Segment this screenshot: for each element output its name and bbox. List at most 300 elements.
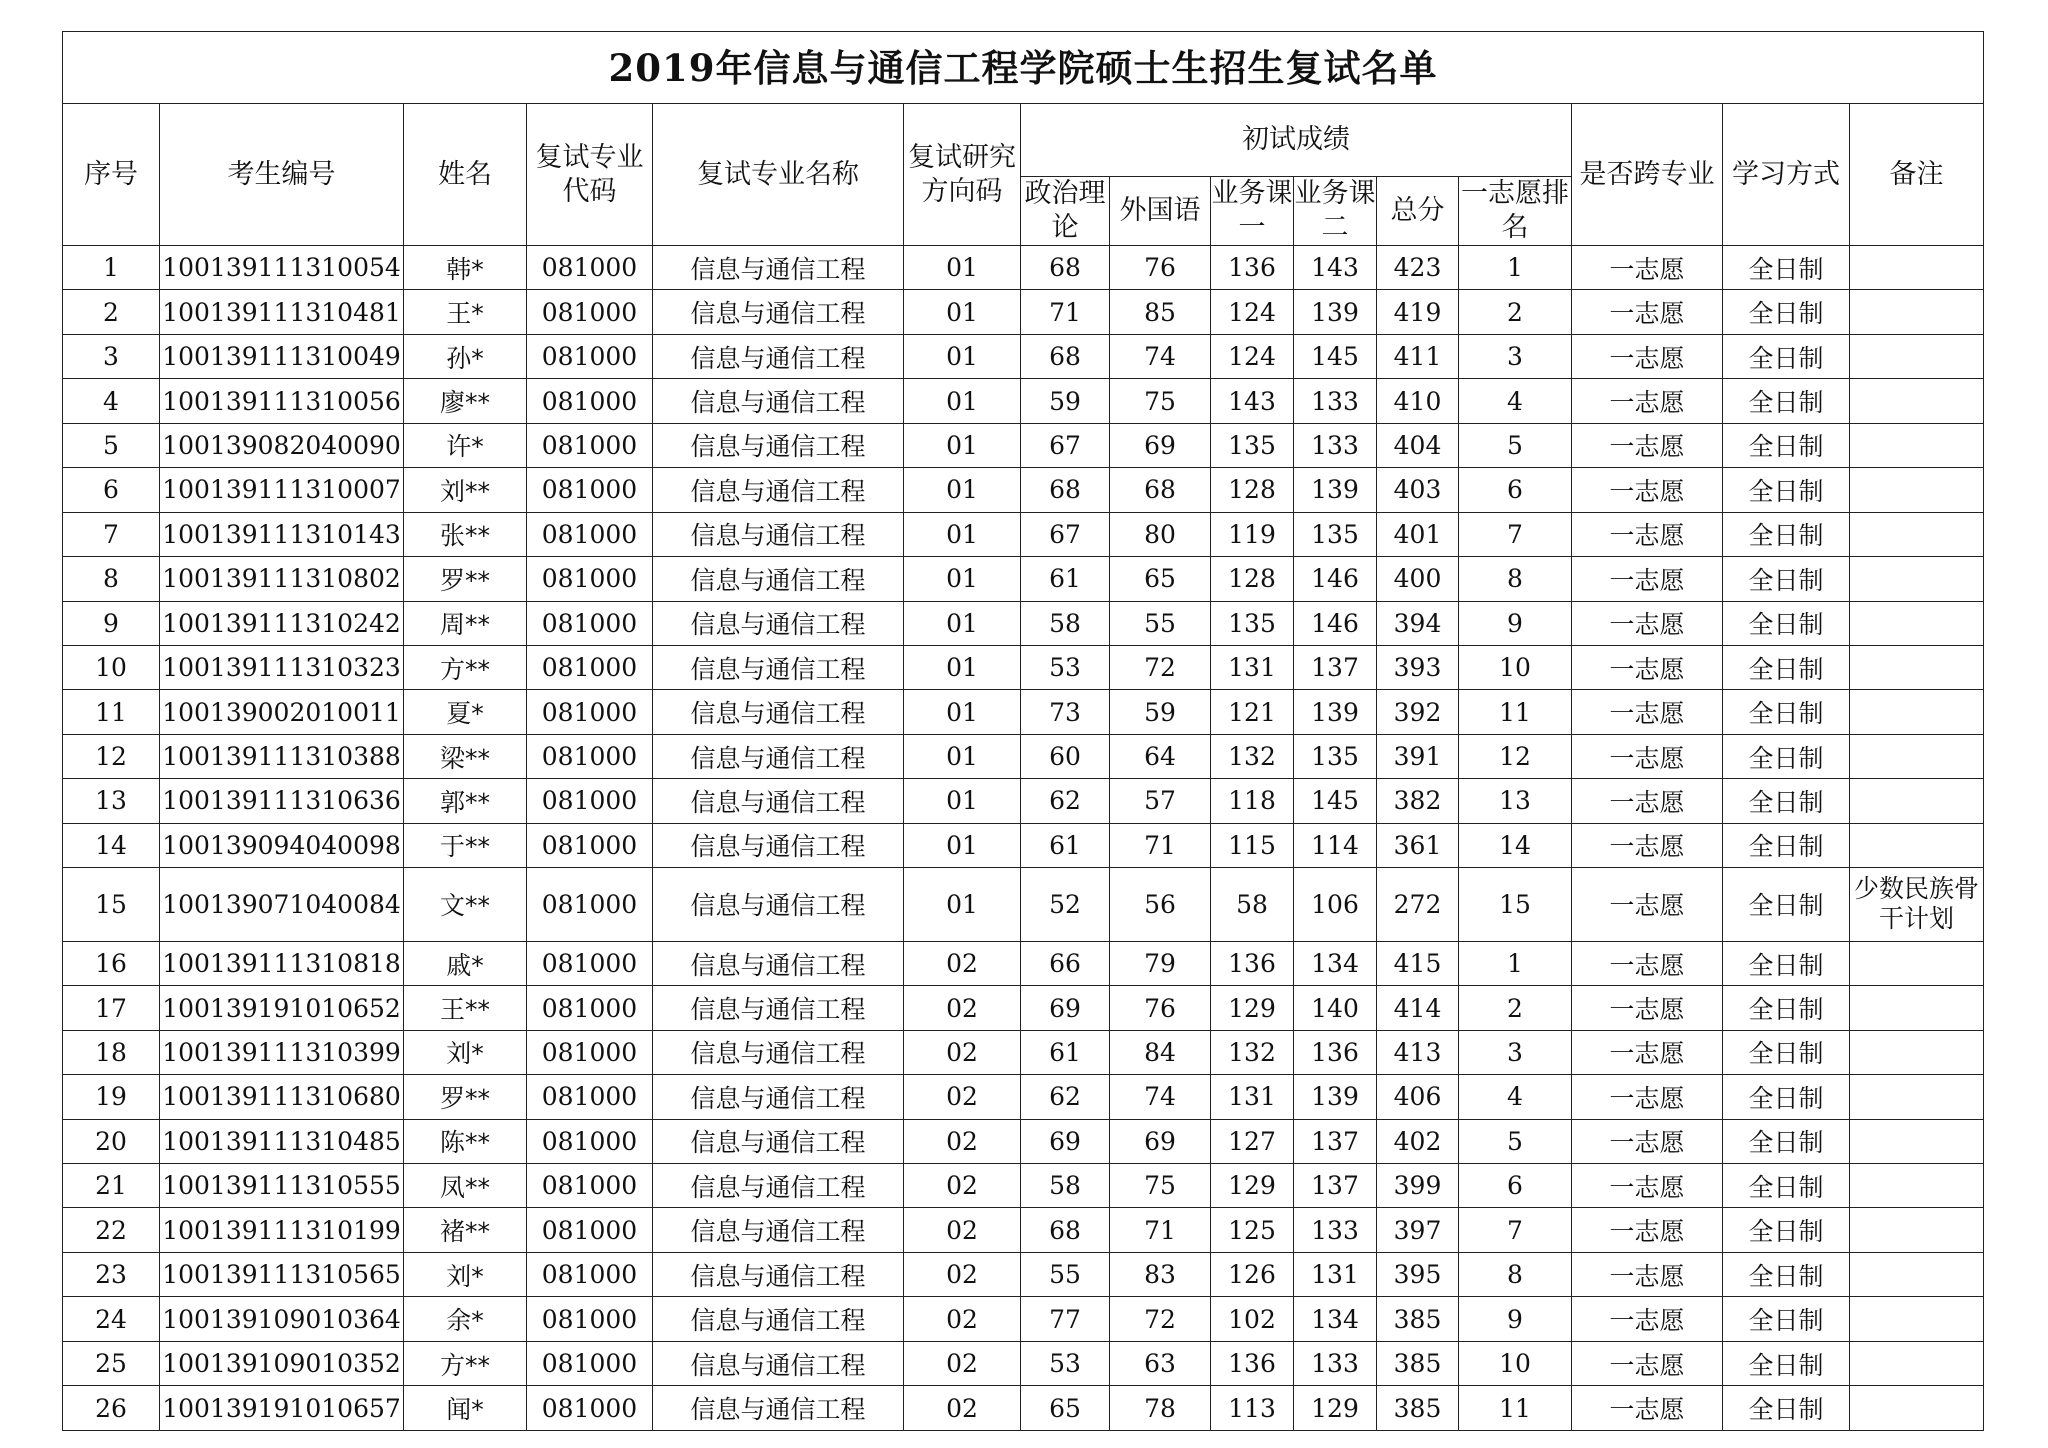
cell-direction-code: 01 xyxy=(904,334,1021,378)
cell-politics: 68 xyxy=(1021,246,1110,290)
cell-name: 刘* xyxy=(404,1252,527,1296)
cell-politics: 71 xyxy=(1021,290,1110,334)
header-subject2: 业务课二 xyxy=(1294,177,1377,246)
cell-remark xyxy=(1850,779,1984,823)
cell-direction-code: 01 xyxy=(904,468,1021,512)
header-seq: 序号 xyxy=(63,104,160,246)
cell-direction-code: 01 xyxy=(904,601,1021,645)
cell-exam-no: 100139111310818 xyxy=(160,941,404,985)
table-row xyxy=(63,823,1984,867)
cell-cross: 一志愿 xyxy=(1572,246,1723,290)
cell-major-code: 081000 xyxy=(527,379,653,423)
cell-direction-code: 02 xyxy=(904,986,1021,1030)
table-row xyxy=(63,941,1984,985)
cell-name: 刘** xyxy=(404,468,527,512)
cell-major-name: 信息与通信工程 xyxy=(653,1164,904,1208)
cell-rank: 5 xyxy=(1459,423,1572,467)
cell-total: 393 xyxy=(1377,645,1459,689)
cell-name: 陈** xyxy=(404,1119,527,1163)
cell-exam-no: 100139111310481 xyxy=(160,290,404,334)
cell-subject2: 145 xyxy=(1294,779,1377,823)
header-study-mode: 学习方式 xyxy=(1723,104,1850,246)
cell-exam-no: 100139111310199 xyxy=(160,1208,404,1252)
table-row xyxy=(63,290,1984,334)
cell-major-code: 081000 xyxy=(527,986,653,1030)
cell-total: 394 xyxy=(1377,601,1459,645)
cell-remark: 少数民族骨干计划 xyxy=(1850,868,1984,942)
cell-cross: 一志愿 xyxy=(1572,1341,1723,1385)
cell-subject1: 118 xyxy=(1211,779,1294,823)
cell-subject2: 146 xyxy=(1294,601,1377,645)
cell-direction-code: 01 xyxy=(904,645,1021,689)
cell-cross: 一志愿 xyxy=(1572,423,1723,467)
table-row xyxy=(63,1208,1984,1252)
cell-exam-no: 100139111310007 xyxy=(160,468,404,512)
cell-cross: 一志愿 xyxy=(1572,1208,1723,1252)
cell-subject1: 131 xyxy=(1211,645,1294,689)
cell-study-mode: 全日制 xyxy=(1723,1075,1850,1119)
table-row xyxy=(63,1252,1984,1296)
cell-cross: 一志愿 xyxy=(1572,334,1723,378)
cell-study-mode: 全日制 xyxy=(1723,1164,1850,1208)
cell-politics: 52 xyxy=(1021,868,1110,942)
table-row xyxy=(63,379,1984,423)
cell-foreign-lang: 64 xyxy=(1110,734,1211,778)
cell-rank: 7 xyxy=(1459,1208,1572,1252)
cell-cross: 一志愿 xyxy=(1572,1386,1723,1431)
cell-rank: 8 xyxy=(1459,1252,1572,1296)
cell-seq: 13 xyxy=(63,779,160,823)
cell-foreign-lang: 83 xyxy=(1110,1252,1211,1296)
cell-study-mode: 全日制 xyxy=(1723,1119,1850,1163)
header-major-name: 复试专业名称 xyxy=(653,104,904,246)
cell-direction-code: 02 xyxy=(904,1208,1021,1252)
cell-direction-code: 02 xyxy=(904,1164,1021,1208)
cell-subject2: 139 xyxy=(1294,468,1377,512)
cell-subject2: 134 xyxy=(1294,1297,1377,1341)
cell-rank: 14 xyxy=(1459,823,1572,867)
cell-direction-code: 02 xyxy=(904,1030,1021,1074)
cell-foreign-lang: 85 xyxy=(1110,290,1211,334)
cell-cross: 一志愿 xyxy=(1572,1075,1723,1119)
table-row xyxy=(63,868,1984,942)
cell-exam-no: 100139111310680 xyxy=(160,1075,404,1119)
cell-subject1: 135 xyxy=(1211,601,1294,645)
cell-total: 413 xyxy=(1377,1030,1459,1074)
cell-study-mode: 全日制 xyxy=(1723,468,1850,512)
cell-subject1: 119 xyxy=(1211,512,1294,556)
cell-cross: 一志愿 xyxy=(1572,1252,1723,1296)
cell-study-mode: 全日制 xyxy=(1723,734,1850,778)
cell-major-name: 信息与通信工程 xyxy=(653,601,904,645)
cell-major-code: 081000 xyxy=(527,1119,653,1163)
cell-major-code: 081000 xyxy=(527,645,653,689)
cell-exam-no: 100139191010657 xyxy=(160,1386,404,1431)
cell-exam-no: 100139111310565 xyxy=(160,1252,404,1296)
cell-name: 夏* xyxy=(404,690,527,734)
cell-study-mode: 全日制 xyxy=(1723,512,1850,556)
cell-name: 褚** xyxy=(404,1208,527,1252)
cell-total: 385 xyxy=(1377,1386,1459,1431)
cell-study-mode: 全日制 xyxy=(1723,1030,1850,1074)
cell-rank: 15 xyxy=(1459,868,1572,942)
cell-rank: 1 xyxy=(1459,246,1572,290)
cell-exam-no: 100139111310485 xyxy=(160,1119,404,1163)
cell-major-name: 信息与通信工程 xyxy=(653,1075,904,1119)
cell-name: 方** xyxy=(404,645,527,689)
cell-major-name: 信息与通信工程 xyxy=(653,1297,904,1341)
cell-direction-code: 01 xyxy=(904,868,1021,942)
cell-total: 361 xyxy=(1377,823,1459,867)
cell-cross: 一志愿 xyxy=(1572,645,1723,689)
cell-subject1: 121 xyxy=(1211,690,1294,734)
header-direction-code: 复试研究方向码 xyxy=(904,104,1021,246)
cell-subject1: 132 xyxy=(1211,734,1294,778)
cell-total: 415 xyxy=(1377,941,1459,985)
header-prelim-group: 初试成绩 xyxy=(1021,104,1572,177)
cell-direction-code: 01 xyxy=(904,557,1021,601)
cell-cross: 一志愿 xyxy=(1572,379,1723,423)
cell-foreign-lang: 56 xyxy=(1110,868,1211,942)
cell-politics: 67 xyxy=(1021,512,1110,556)
cell-subject2: 133 xyxy=(1294,1341,1377,1385)
cell-major-code: 081000 xyxy=(527,468,653,512)
cell-major-code: 081000 xyxy=(527,601,653,645)
cell-subject1: 136 xyxy=(1211,246,1294,290)
cell-subject2: 135 xyxy=(1294,512,1377,556)
cell-seq: 9 xyxy=(63,601,160,645)
cell-seq: 17 xyxy=(63,986,160,1030)
cell-direction-code: 02 xyxy=(904,941,1021,985)
cell-subject2: 137 xyxy=(1294,645,1377,689)
cell-subject2: 134 xyxy=(1294,941,1377,985)
cell-rank: 10 xyxy=(1459,1341,1572,1385)
cell-rank: 9 xyxy=(1459,1297,1572,1341)
cell-major-name: 信息与通信工程 xyxy=(653,1119,904,1163)
cell-major-name: 信息与通信工程 xyxy=(653,379,904,423)
cell-total: 395 xyxy=(1377,1252,1459,1296)
cell-total: 392 xyxy=(1377,690,1459,734)
cell-seq: 20 xyxy=(63,1119,160,1163)
cell-name: 孙* xyxy=(404,334,527,378)
cell-politics: 68 xyxy=(1021,468,1110,512)
cell-study-mode: 全日制 xyxy=(1723,941,1850,985)
cell-foreign-lang: 69 xyxy=(1110,1119,1211,1163)
cell-foreign-lang: 65 xyxy=(1110,557,1211,601)
cell-direction-code: 01 xyxy=(904,379,1021,423)
cell-exam-no: 100139111310143 xyxy=(160,512,404,556)
cell-major-code: 081000 xyxy=(527,941,653,985)
cell-foreign-lang: 84 xyxy=(1110,1030,1211,1074)
cell-rank: 2 xyxy=(1459,986,1572,1030)
cell-rank: 13 xyxy=(1459,779,1572,823)
cell-study-mode: 全日制 xyxy=(1723,868,1850,942)
cell-remark xyxy=(1850,1119,1984,1163)
cell-major-code: 081000 xyxy=(527,1252,653,1296)
cell-rank: 3 xyxy=(1459,334,1572,378)
cell-total: 419 xyxy=(1377,290,1459,334)
cell-total: 272 xyxy=(1377,868,1459,942)
cell-name: 郭** xyxy=(404,779,527,823)
table-row xyxy=(63,645,1984,689)
cell-remark xyxy=(1850,423,1984,467)
header-total: 总分 xyxy=(1377,177,1459,246)
cell-politics: 58 xyxy=(1021,601,1110,645)
cell-cross: 一志愿 xyxy=(1572,512,1723,556)
header-cross: 是否跨专业 xyxy=(1572,104,1723,246)
cell-total: 382 xyxy=(1377,779,1459,823)
cell-remark xyxy=(1850,601,1984,645)
cell-foreign-lang: 57 xyxy=(1110,779,1211,823)
cell-study-mode: 全日制 xyxy=(1723,601,1850,645)
cell-name: 王* xyxy=(404,290,527,334)
cell-seq: 2 xyxy=(63,290,160,334)
cell-remark xyxy=(1850,734,1984,778)
cell-total: 411 xyxy=(1377,334,1459,378)
cell-politics: 69 xyxy=(1021,1119,1110,1163)
cell-foreign-lang: 72 xyxy=(1110,1297,1211,1341)
cell-politics: 61 xyxy=(1021,1030,1110,1074)
cell-remark xyxy=(1850,823,1984,867)
cell-major-name: 信息与通信工程 xyxy=(653,290,904,334)
cell-politics: 61 xyxy=(1021,823,1110,867)
cell-total: 403 xyxy=(1377,468,1459,512)
cell-study-mode: 全日制 xyxy=(1723,557,1850,601)
cell-cross: 一志愿 xyxy=(1572,557,1723,601)
cell-total: 404 xyxy=(1377,423,1459,467)
cell-subject2: 131 xyxy=(1294,1252,1377,1296)
cell-cross: 一志愿 xyxy=(1572,734,1723,778)
cell-exam-no: 100139191010652 xyxy=(160,986,404,1030)
cell-study-mode: 全日制 xyxy=(1723,645,1850,689)
cell-subject2: 133 xyxy=(1294,379,1377,423)
cell-cross: 一志愿 xyxy=(1572,1297,1723,1341)
cell-remark xyxy=(1850,379,1984,423)
cell-politics: 58 xyxy=(1021,1164,1110,1208)
cell-direction-code: 01 xyxy=(904,246,1021,290)
cell-foreign-lang: 63 xyxy=(1110,1341,1211,1385)
cell-major-code: 081000 xyxy=(527,334,653,378)
cell-seq: 5 xyxy=(63,423,160,467)
cell-seq: 6 xyxy=(63,468,160,512)
cell-subject2: 135 xyxy=(1294,734,1377,778)
cell-major-code: 081000 xyxy=(527,690,653,734)
cell-subject1: 128 xyxy=(1211,468,1294,512)
cell-foreign-lang: 74 xyxy=(1110,1075,1211,1119)
cell-name: 方** xyxy=(404,1341,527,1385)
cell-rank: 5 xyxy=(1459,1119,1572,1163)
cell-name: 文** xyxy=(404,868,527,942)
cell-name: 周** xyxy=(404,601,527,645)
cell-seq: 16 xyxy=(63,941,160,985)
cell-major-name: 信息与通信工程 xyxy=(653,468,904,512)
cell-subject2: 139 xyxy=(1294,290,1377,334)
cell-exam-no: 100139109010364 xyxy=(160,1297,404,1341)
cell-direction-code: 02 xyxy=(904,1341,1021,1385)
cell-politics: 68 xyxy=(1021,334,1110,378)
cell-subject1: 126 xyxy=(1211,1252,1294,1296)
cell-subject1: 115 xyxy=(1211,823,1294,867)
cell-exam-no: 100139082040090 xyxy=(160,423,404,467)
cell-remark xyxy=(1850,290,1984,334)
cell-exam-no: 100139071040084 xyxy=(160,868,404,942)
cell-name: 刘* xyxy=(404,1030,527,1074)
cell-foreign-lang: 69 xyxy=(1110,423,1211,467)
cell-rank: 10 xyxy=(1459,645,1572,689)
cell-remark xyxy=(1850,512,1984,556)
cell-rank: 11 xyxy=(1459,690,1572,734)
cell-rank: 3 xyxy=(1459,1030,1572,1074)
cell-exam-no: 100139111310388 xyxy=(160,734,404,778)
cell-total: 385 xyxy=(1377,1297,1459,1341)
cell-total: 399 xyxy=(1377,1164,1459,1208)
cell-direction-code: 01 xyxy=(904,423,1021,467)
cell-seq: 26 xyxy=(63,1386,160,1431)
cell-study-mode: 全日制 xyxy=(1723,1208,1850,1252)
cell-subject1: 58 xyxy=(1211,868,1294,942)
cell-major-code: 081000 xyxy=(527,246,653,290)
cell-subject1: 143 xyxy=(1211,379,1294,423)
cell-rank: 6 xyxy=(1459,1164,1572,1208)
cell-exam-no: 100139111310056 xyxy=(160,379,404,423)
cell-subject1: 124 xyxy=(1211,290,1294,334)
cell-cross: 一志愿 xyxy=(1572,601,1723,645)
cell-subject1: 129 xyxy=(1211,986,1294,1030)
cell-rank: 7 xyxy=(1459,512,1572,556)
cell-seq: 1 xyxy=(63,246,160,290)
cell-subject2: 129 xyxy=(1294,1386,1377,1431)
cell-major-name: 信息与通信工程 xyxy=(653,734,904,778)
cell-politics: 65 xyxy=(1021,1386,1110,1431)
table-row xyxy=(63,1030,1984,1074)
cell-major-code: 081000 xyxy=(527,557,653,601)
cell-seq: 22 xyxy=(63,1208,160,1252)
cell-seq: 15 xyxy=(63,868,160,942)
cell-major-code: 081000 xyxy=(527,779,653,823)
cell-major-code: 081000 xyxy=(527,1030,653,1074)
cell-subject1: 135 xyxy=(1211,423,1294,467)
cell-seq: 3 xyxy=(63,334,160,378)
cell-total: 391 xyxy=(1377,734,1459,778)
cell-subject1: 131 xyxy=(1211,1075,1294,1119)
cell-major-code: 081000 xyxy=(527,1208,653,1252)
cell-politics: 66 xyxy=(1021,941,1110,985)
cell-study-mode: 全日制 xyxy=(1723,290,1850,334)
cell-rank: 4 xyxy=(1459,1075,1572,1119)
cell-name: 戚* xyxy=(404,941,527,985)
cell-subject2: 114 xyxy=(1294,823,1377,867)
cell-name: 余* xyxy=(404,1297,527,1341)
cell-exam-no: 100139094040098 xyxy=(160,823,404,867)
cell-major-name: 信息与通信工程 xyxy=(653,1341,904,1385)
cell-subject2: 139 xyxy=(1294,1075,1377,1119)
cell-foreign-lang: 75 xyxy=(1110,1164,1211,1208)
cell-direction-code: 01 xyxy=(904,512,1021,556)
cell-rank: 6 xyxy=(1459,468,1572,512)
cell-cross: 一志愿 xyxy=(1572,1164,1723,1208)
cell-cross: 一志愿 xyxy=(1572,1030,1723,1074)
cell-foreign-lang: 76 xyxy=(1110,246,1211,290)
cell-subject1: 129 xyxy=(1211,1164,1294,1208)
cell-cross: 一志愿 xyxy=(1572,868,1723,942)
cell-direction-code: 02 xyxy=(904,1386,1021,1431)
cell-remark xyxy=(1850,986,1984,1030)
cell-total: 423 xyxy=(1377,246,1459,290)
cell-total: 414 xyxy=(1377,986,1459,1030)
cell-seq: 14 xyxy=(63,823,160,867)
cell-total: 400 xyxy=(1377,557,1459,601)
cell-seq: 10 xyxy=(63,645,160,689)
cell-remark xyxy=(1850,246,1984,290)
cell-subject1: 102 xyxy=(1211,1297,1294,1341)
cell-seq: 4 xyxy=(63,379,160,423)
table-row xyxy=(63,734,1984,778)
cell-study-mode: 全日制 xyxy=(1723,986,1850,1030)
cell-remark xyxy=(1850,1208,1984,1252)
cell-name: 许* xyxy=(404,423,527,467)
cell-name: 闻* xyxy=(404,1386,527,1431)
cell-major-code: 081000 xyxy=(527,1386,653,1431)
cell-major-code: 081000 xyxy=(527,734,653,778)
cell-major-name: 信息与通信工程 xyxy=(653,1386,904,1431)
cell-exam-no: 100139109010352 xyxy=(160,1341,404,1385)
cell-remark xyxy=(1850,645,1984,689)
cell-subject2: 139 xyxy=(1294,690,1377,734)
cell-study-mode: 全日制 xyxy=(1723,334,1850,378)
cell-major-code: 081000 xyxy=(527,1297,653,1341)
cell-rank: 8 xyxy=(1459,557,1572,601)
cell-politics: 77 xyxy=(1021,1297,1110,1341)
cell-subject1: 136 xyxy=(1211,941,1294,985)
cell-remark xyxy=(1850,468,1984,512)
cell-politics: 55 xyxy=(1021,1252,1110,1296)
cell-seq: 21 xyxy=(63,1164,160,1208)
cell-major-code: 081000 xyxy=(527,423,653,467)
cell-politics: 62 xyxy=(1021,1075,1110,1119)
table-row xyxy=(63,468,1984,512)
cell-seq: 11 xyxy=(63,690,160,734)
cell-subject1: 124 xyxy=(1211,334,1294,378)
cell-remark xyxy=(1850,1297,1984,1341)
cell-foreign-lang: 55 xyxy=(1110,601,1211,645)
cell-major-name: 信息与通信工程 xyxy=(653,557,904,601)
table-row xyxy=(63,423,1984,467)
cell-study-mode: 全日制 xyxy=(1723,423,1850,467)
cell-direction-code: 02 xyxy=(904,1297,1021,1341)
cell-remark xyxy=(1850,1386,1984,1431)
table-row xyxy=(63,334,1984,378)
cell-major-name: 信息与通信工程 xyxy=(653,512,904,556)
header-foreign-lang: 外国语 xyxy=(1110,177,1211,246)
table-body xyxy=(63,246,1984,1431)
cell-subject2: 146 xyxy=(1294,557,1377,601)
cell-total: 397 xyxy=(1377,1208,1459,1252)
cell-total: 406 xyxy=(1377,1075,1459,1119)
cell-name: 梁** xyxy=(404,734,527,778)
cell-politics: 62 xyxy=(1021,779,1110,823)
cell-major-name: 信息与通信工程 xyxy=(653,1208,904,1252)
cell-subject1: 132 xyxy=(1211,1030,1294,1074)
cell-politics: 53 xyxy=(1021,1341,1110,1385)
cell-remark xyxy=(1850,1075,1984,1119)
cell-direction-code: 02 xyxy=(904,1119,1021,1163)
page-title: 2019年信息与通信工程学院硕士生招生复试名单 xyxy=(63,32,1984,104)
cell-direction-code: 01 xyxy=(904,823,1021,867)
cell-study-mode: 全日制 xyxy=(1723,1297,1850,1341)
cell-seq: 7 xyxy=(63,512,160,556)
cell-foreign-lang: 68 xyxy=(1110,468,1211,512)
cell-study-mode: 全日制 xyxy=(1723,246,1850,290)
